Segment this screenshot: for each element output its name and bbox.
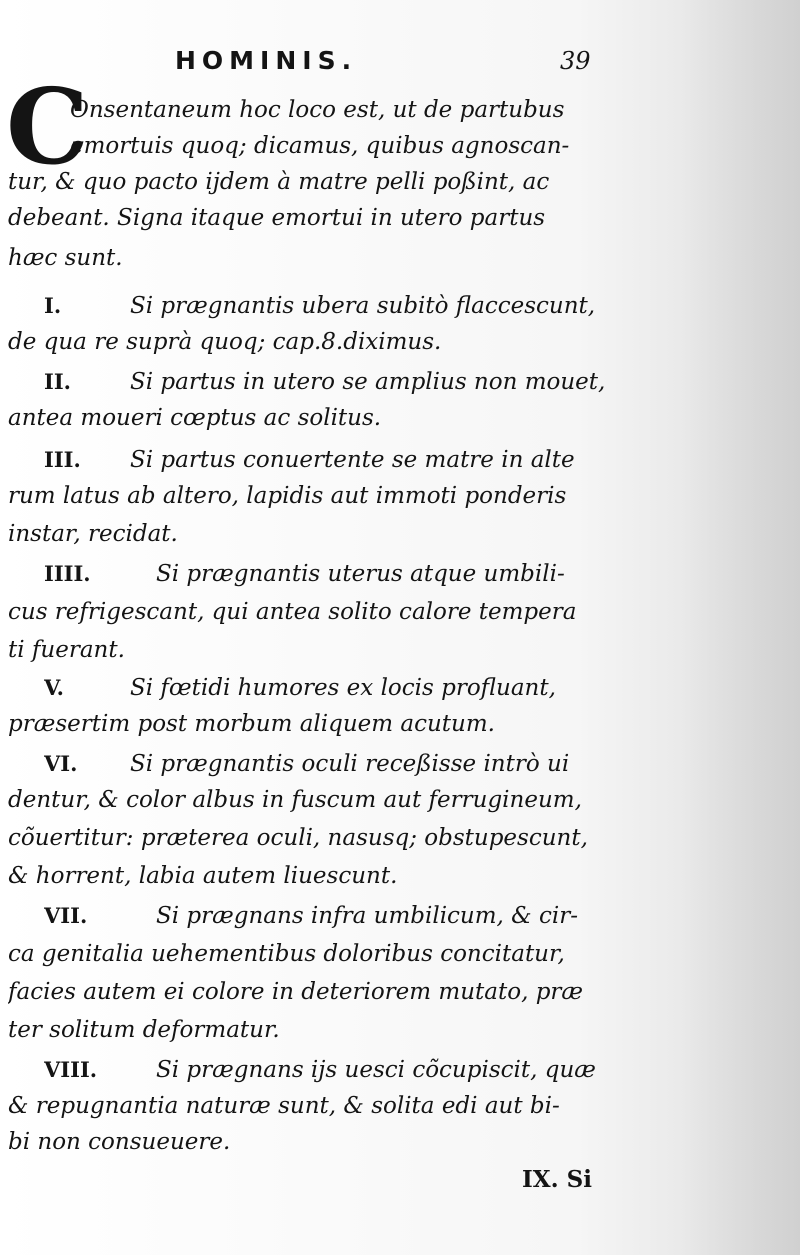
text-line: præsertim post morbum aliquem acutum. — [8, 711, 495, 737]
sign-text: Si prægnans ijs uesci cõcupiscit, quæ — [156, 1057, 596, 1083]
sign-first-line — [44, 288, 614, 324]
text-line: ca genitalia uehementibus doloribus concitatur, — [8, 941, 565, 967]
catchword: IX. Si — [522, 1166, 592, 1193]
sign-text: Si prægnantis oculi receßisse intrò ui — [130, 751, 570, 777]
text-line: hæc sunt. — [8, 245, 123, 271]
sign-text: Si prægnantis ubera subitò flaccescunt, — [130, 293, 596, 319]
sign-numeral: IIII. — [44, 561, 91, 586]
sign-text: Si partus in utero se amplius non mouet, — [130, 369, 606, 395]
sign-first-line — [44, 670, 614, 706]
text-line: de qua re suprà quoq; cap.8.diximus. — [8, 329, 442, 355]
page-number: 39 — [560, 47, 591, 75]
page-edge-shadow — [680, 0, 800, 1255]
sign-text: Si prægnans infra umbilicum, & cir- — [156, 903, 578, 929]
text-line: cus refrigescant, qui antea solito calore tempera — [8, 599, 577, 625]
text-line: cõuertitur: præterea oculi, nasusq; obstupescunt, — [8, 825, 588, 851]
sign-text: Si partus conuertente se matre in alte — [130, 447, 575, 473]
text-line: emortuis quoq; dicamus, quibus agnoscan- — [70, 133, 570, 159]
sign-first-line — [44, 898, 614, 934]
text-line: debeant. Signa itaque emortui in utero partus — [8, 205, 546, 231]
sign-first-line — [44, 442, 614, 478]
sign-numeral: III. — [44, 447, 81, 472]
text-line: bi non consueuere. — [8, 1129, 231, 1155]
sign-numeral: VIII. — [44, 1057, 98, 1082]
sign-first-line — [44, 746, 614, 782]
text-line: & horrent, labia autem liuescunt. — [8, 863, 398, 889]
sign-first-line — [44, 556, 614, 592]
text-line: Onsentaneum hoc loco est, ut de partubus — [70, 97, 565, 123]
sign-first-line — [44, 364, 614, 400]
sign-numeral: VI. — [44, 751, 78, 776]
sign-text: Si prægnantis uterus atque umbili- — [156, 561, 565, 587]
text-line: rum latus ab altero, lapidis aut immoti ponderis — [8, 483, 567, 509]
sign-first-line — [44, 1052, 614, 1088]
sign-numeral: V. — [44, 675, 64, 700]
text-line: facies autem ei colore in deteriorem mutato, præ — [8, 979, 584, 1005]
sign-numeral: II. — [44, 369, 71, 394]
text-line: ti fuerant. — [8, 637, 125, 663]
text-line: & repugnantia naturæ sunt, & solita edi aut bi- — [8, 1093, 560, 1119]
sign-numeral: VII. — [44, 903, 88, 928]
text-line: instar, recidat. — [8, 521, 178, 547]
text-line: antea moueri cœptus ac solitus. — [8, 405, 382, 431]
running-title: HOMINIS. — [175, 46, 358, 75]
drop-capital: C — [6, 65, 89, 188]
text-line: tur, & quo pacto ijdem à matre pelli poßint, ac — [8, 169, 550, 195]
sign-numeral: I. — [44, 293, 62, 318]
text-line: ter solitum deformatur. — [8, 1017, 280, 1043]
text-line: dentur, & color albus in fuscum aut ferrugineum, — [8, 787, 582, 813]
sign-text: Si fœtidi humores ex locis profluant, — [130, 675, 556, 701]
